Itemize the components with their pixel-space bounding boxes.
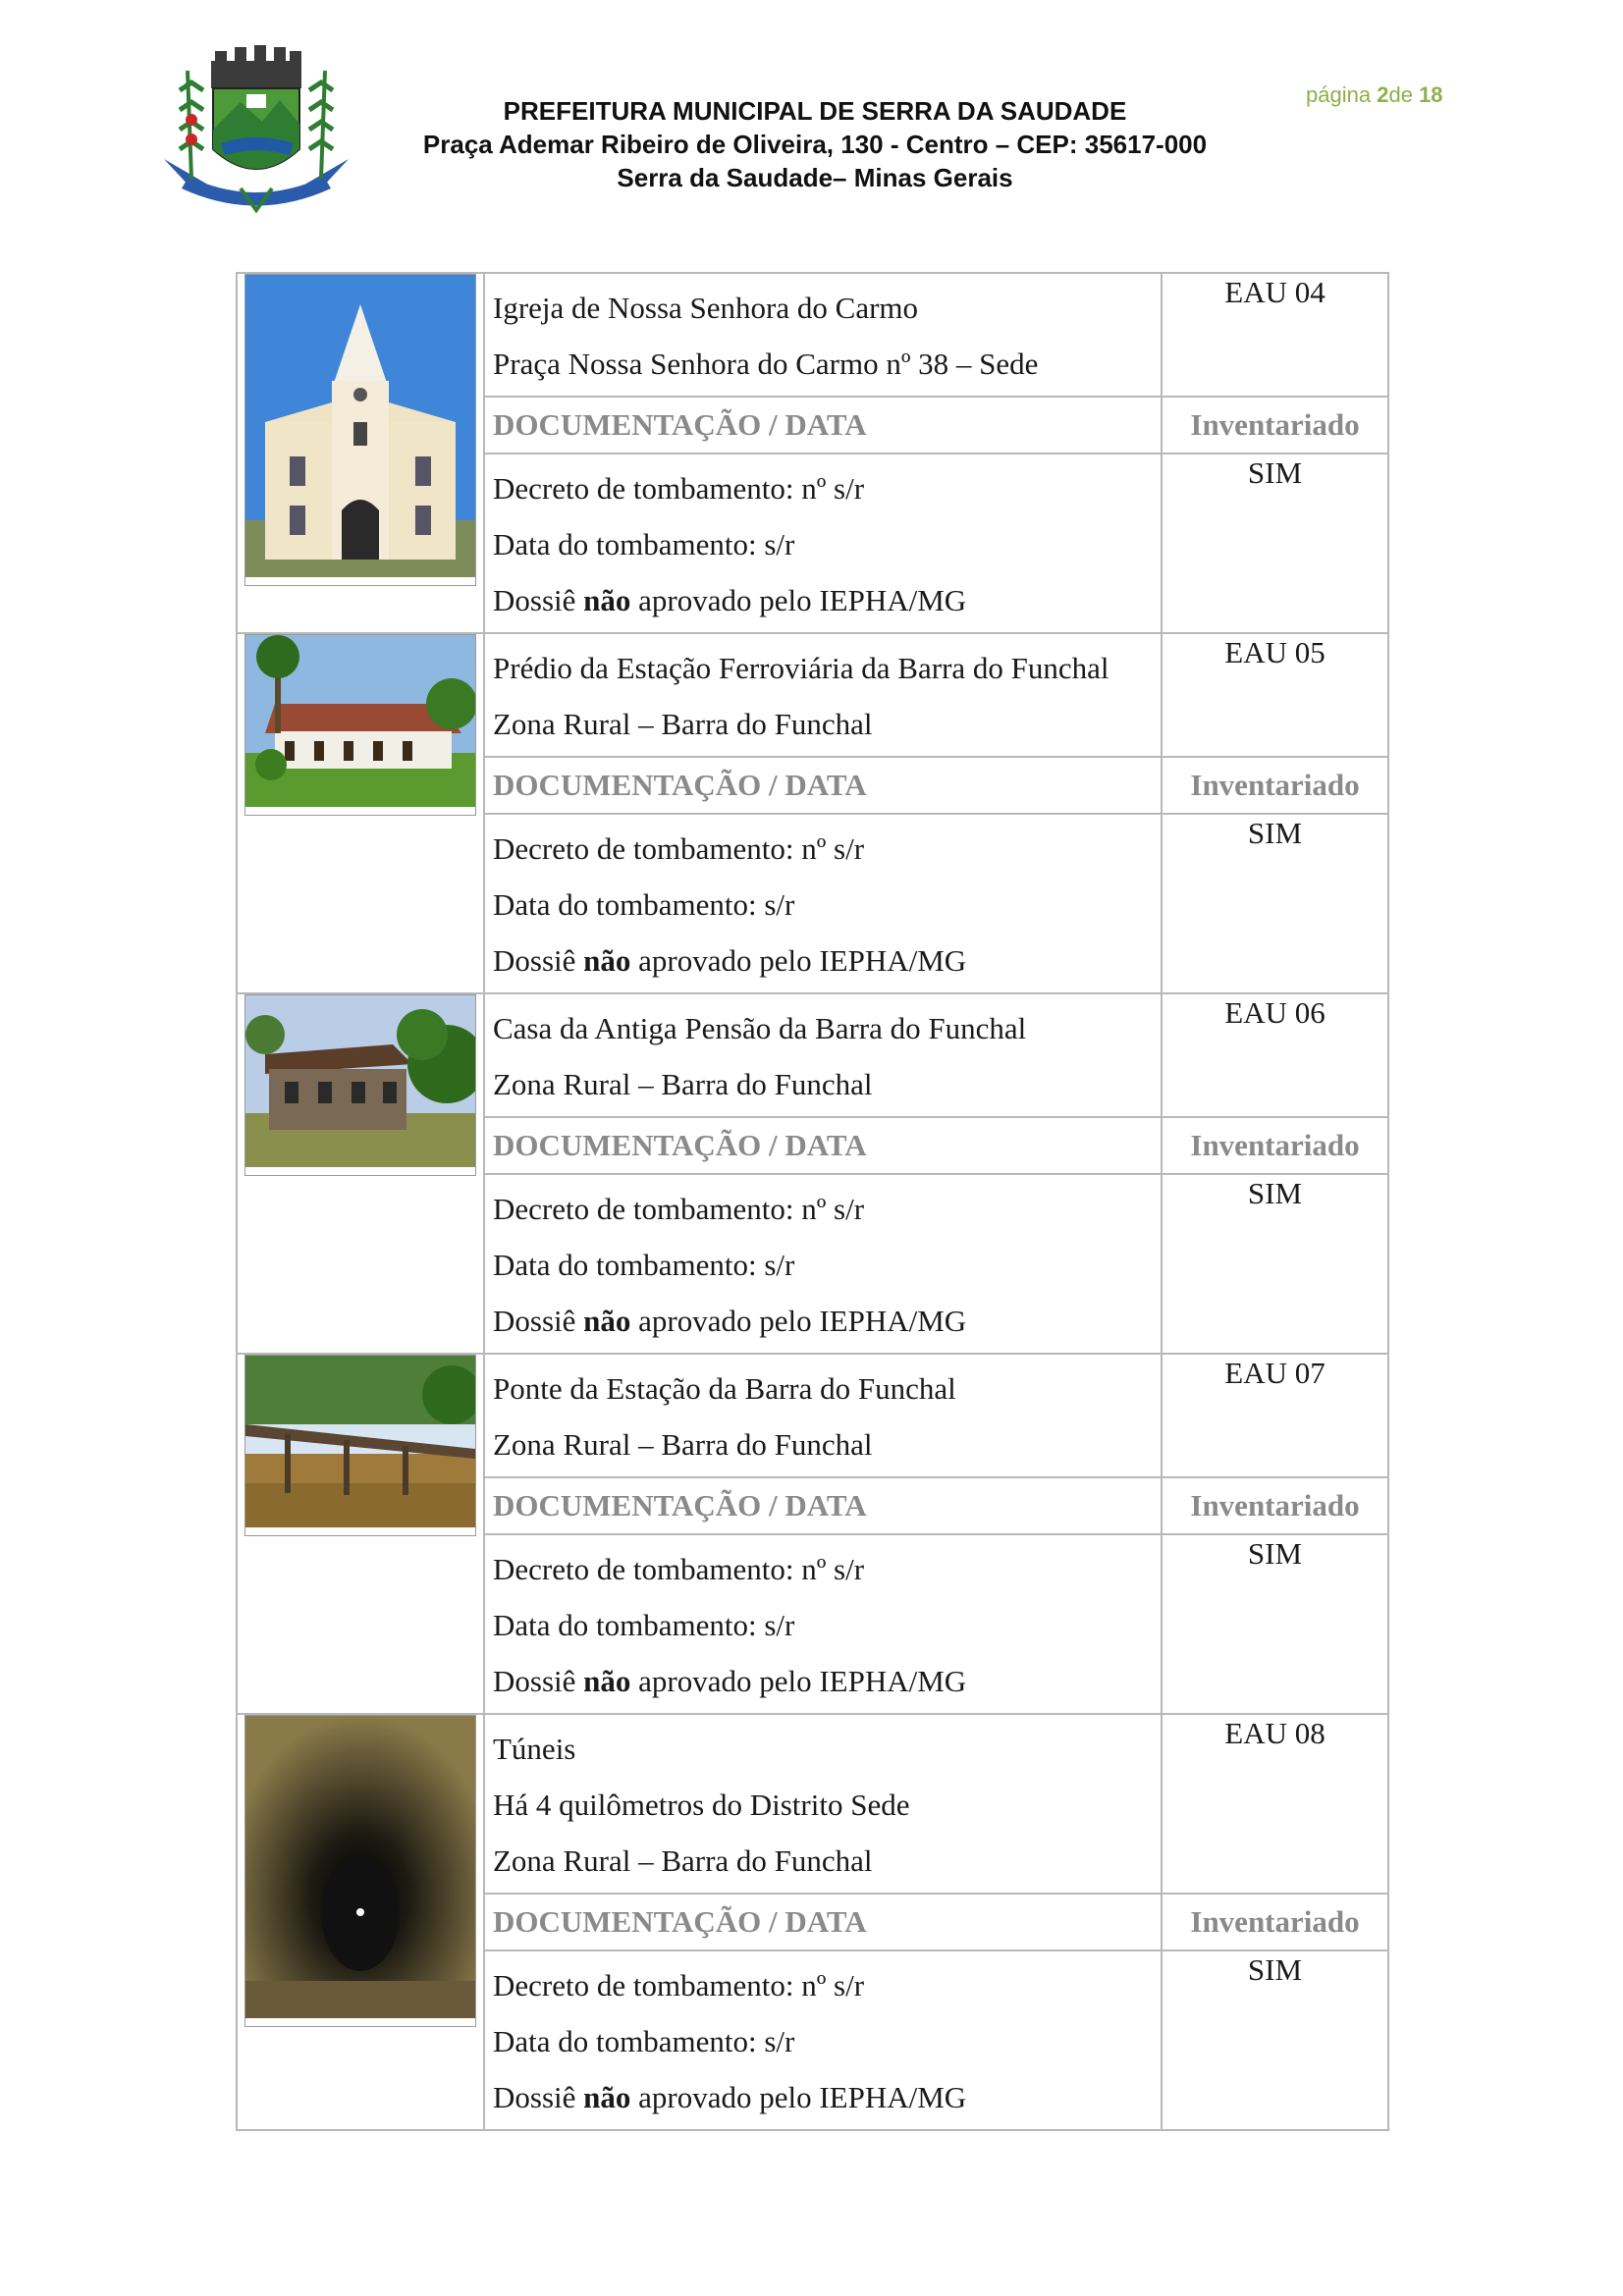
dossier-line: Dossiê não aprovado pelo IEPHA/MG bbox=[493, 1304, 967, 1338]
dossier-line: Dossiê não aprovado pelo IEPHA/MG bbox=[493, 2080, 967, 2114]
decree-line: Decreto de tombamento: nº s/r bbox=[493, 1552, 865, 1586]
inventory-label: Inventariado bbox=[1162, 757, 1388, 814]
entry-code: EAU 05 bbox=[1162, 633, 1388, 757]
entry-location-line: Praça Nossa Senhora do Carmo nº 38 – Sede bbox=[493, 347, 1039, 381]
entry-photo-cell bbox=[237, 633, 484, 993]
page-number: página 2de 18 bbox=[1306, 82, 1443, 107]
heritage-entry-row bbox=[237, 633, 1388, 757]
documentation-label: DOCUMENTAÇÃO / DATA bbox=[484, 1894, 1162, 1950]
decree-line: Decreto de tombamento: nº s/r bbox=[493, 831, 865, 866]
entry-description bbox=[484, 1714, 1162, 1894]
entry-photo-cell bbox=[237, 1354, 484, 1714]
entry-description bbox=[484, 1354, 1162, 1477]
inventory-label: Inventariado bbox=[1162, 1894, 1388, 1950]
entry-description bbox=[484, 273, 1162, 397]
entry-description bbox=[484, 993, 1162, 1117]
heritage-entry-row bbox=[237, 1714, 1388, 1894]
entry-title: Prédio da Estação Ferroviária da Barra do Funchal bbox=[493, 651, 1109, 685]
inventory-status: SIM bbox=[1162, 1174, 1388, 1354]
inventory-status: SIM bbox=[1162, 814, 1388, 993]
entry-location-line: Há 4 quilômetros do Distrito Sede bbox=[493, 1788, 910, 1822]
inventory-label: Inventariado bbox=[1162, 397, 1388, 454]
documentation-label: DOCUMENTAÇÃO / DATA bbox=[484, 1117, 1162, 1174]
decree-line: Decreto de tombamento: nº s/r bbox=[493, 1192, 865, 1226]
entry-location-line: Zona Rural – Barra do Funchal bbox=[493, 1067, 873, 1101]
entry-title: Igreja de Nossa Senhora do Carmo bbox=[493, 291, 919, 325]
inventory-status: SIM bbox=[1162, 1534, 1388, 1714]
municipality-location: Serra da Saudade– Minas Gerais bbox=[617, 163, 1013, 192]
entry-location-line: Zona Rural – Barra do Funchal bbox=[493, 1427, 873, 1462]
entry-location-line: Zona Rural – Barra do Funchal bbox=[493, 1843, 873, 1878]
municipality-name: PREFEITURA MUNICIPAL DE SERRA DA SAUDADE bbox=[503, 96, 1127, 126]
heritage-inventory-table bbox=[236, 272, 1389, 2131]
heritage-entry-row bbox=[237, 993, 1388, 1117]
station-photo bbox=[244, 634, 476, 816]
entry-photo-cell bbox=[237, 1714, 484, 2130]
heritage-entry-row bbox=[237, 1354, 1388, 1477]
documentation-details bbox=[484, 814, 1162, 993]
listing-date-line: Data do tombamento: s/r bbox=[493, 1608, 795, 1642]
documentation-details bbox=[484, 454, 1162, 633]
documentation-details bbox=[484, 1174, 1162, 1354]
bridge-photo bbox=[244, 1355, 476, 1536]
listing-date-line: Data do tombamento: s/r bbox=[493, 887, 795, 922]
house-photo bbox=[244, 994, 476, 1176]
decree-line: Decreto de tombamento: nº s/r bbox=[493, 471, 865, 506]
church-photo bbox=[244, 274, 476, 586]
inventory-status: SIM bbox=[1162, 1950, 1388, 2130]
entry-code: EAU 07 bbox=[1162, 1354, 1388, 1477]
entry-location-line: Zona Rural – Barra do Funchal bbox=[493, 707, 873, 741]
entry-title: Túneis bbox=[493, 1732, 576, 1766]
entry-code: EAU 08 bbox=[1162, 1714, 1388, 1894]
entry-title: Ponte da Estação da Barra do Funchal bbox=[493, 1371, 956, 1406]
documentation-label: DOCUMENTAÇÃO / DATA bbox=[484, 1477, 1162, 1534]
tunnel-photo bbox=[244, 1715, 476, 2027]
listing-date-line: Data do tombamento: s/r bbox=[493, 2024, 795, 2058]
entry-code: EAU 04 bbox=[1162, 273, 1388, 397]
municipality-address: Praça Ademar Ribeiro de Oliveira, 130 - Centro – CEP: 35617-000 bbox=[422, 130, 1208, 159]
inventory-status: SIM bbox=[1162, 454, 1388, 633]
inventory-label: Inventariado bbox=[1162, 1117, 1388, 1174]
heritage-entry-row bbox=[237, 273, 1388, 397]
page-header bbox=[0, 0, 1623, 226]
inventory-label: Inventariado bbox=[1162, 1477, 1388, 1534]
documentation-label: DOCUMENTAÇÃO / DATA bbox=[484, 757, 1162, 814]
decree-line: Decreto de tombamento: nº s/r bbox=[493, 1968, 865, 2002]
entry-description bbox=[484, 633, 1162, 757]
documentation-label: DOCUMENTAÇÃO / DATA bbox=[484, 397, 1162, 454]
dossier-line: Dossiê não aprovado pelo IEPHA/MG bbox=[493, 583, 967, 617]
entry-photo-cell bbox=[237, 273, 484, 633]
documentation-details bbox=[484, 1534, 1162, 1714]
dossier-line: Dossiê não aprovado pelo IEPHA/MG bbox=[493, 1664, 967, 1698]
entry-code: EAU 06 bbox=[1162, 993, 1388, 1117]
listing-date-line: Data do tombamento: s/r bbox=[493, 1248, 795, 1282]
listing-date-line: Data do tombamento: s/r bbox=[493, 527, 795, 561]
entry-photo-cell bbox=[237, 993, 484, 1354]
dossier-line: Dossiê não aprovado pelo IEPHA/MG bbox=[493, 943, 967, 978]
entry-title: Casa da Antiga Pensão da Barra do Funchal bbox=[493, 1011, 1027, 1045]
documentation-details bbox=[484, 1950, 1162, 2130]
